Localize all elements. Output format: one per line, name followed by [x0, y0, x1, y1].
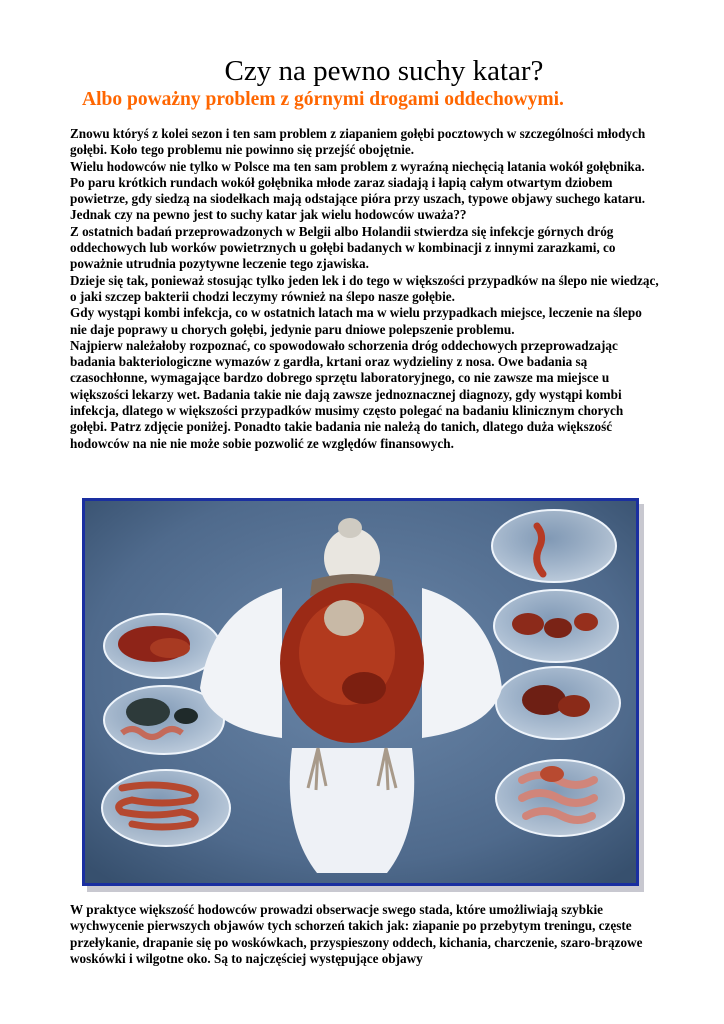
paragraph: W praktyce większość hodowców prowadzi obserwacje swego stada, które umożliwiają szybkie wychwycenie pierwszych objawów tych schorzeń takich jak: ziapanie po przebytym treningu, częste przełykanie, drapanie się po woskówkach, przyspieszony oddech, kichania, charczenie, szaro-brązowe woskówki i wilgotne oko. Są to najczęściej występujące objawy [70, 902, 643, 966]
paragraph: Wielu hodowców nie tylko w Polsce ma ten sam problem z wyraźną niechęcią latania wokół gołębnika. Po paru krótkich rundach wokół gołębnika młode zaraz siadają i łapią całym otwartym dziobem powietrze, gdy siedzą na siodełkach mają odstające pióra przy uszach, typowe objawy suchego kataru. Jednak czy na pewno jest to suchy katar jak wielu hodowców uważa?? [70, 158, 646, 223]
dissection-photo [82, 498, 639, 886]
petri-dish [102, 770, 230, 846]
paragraph: Znowu któryś z kolei sezon i ten sam problem z ziapaniem gołębi pocztowych w szczególności młodych gołębi. Koło tego problemu nie powinno się przejść obojętnie. [70, 126, 646, 158]
dissection-illustration [82, 498, 639, 886]
page-title: Czy na pewno suchy katar? [224, 55, 544, 87]
petri-dish [494, 590, 618, 662]
petri-dish [104, 614, 220, 678]
paragraph: Gdy wystąpi kombi infekcja, co w ostatnich latach ma w wielu przypadkach miejsce, leczenie na ślepo nie daje poprawy u chorych gołębi, jedynie paru dniowe polepszenie problemu. [70, 305, 642, 337]
page-subtitle: Albo poważny problem z górnymi drogami oddechowymi. [82, 89, 564, 110]
petri-dish [496, 667, 620, 739]
article-body [70, 126, 660, 452]
paragraph: Dzieje się tak, ponieważ stosując tylko jeden lek i do tego w większości przypadków na ślepo nie wiedząc, o jaki szczep bakterii chodzi leczymy również na ślepo nasze gołębie. [70, 272, 659, 304]
paragraph: Z ostatnich badań przeprowadzonych w Belgii albo Holandii stwierdza się infekcje górnych dróg oddechowych lub worków powietrznych u gołębi badanych w kombinacji z innymi zarazkami, co poważnie utrudnia pozytywne leczenie tego zjawiska. [70, 223, 616, 272]
article-continuation [70, 902, 660, 967]
petri-dish [492, 510, 616, 582]
petri-dish [496, 760, 624, 836]
paragraph: Najpierw należałoby rozpoznać, co spowodowało schorzenia dróg oddechowych przeprowadzając badania bakteriologiczne wymazów z gardła, krtani oraz wydzieliny z nosa. Owe badania są czasochłonne, wymagające bardzo dobrego sprzętu laboratoryjnego, co nie zawsze ma miejsce u większości lekarzy wet. Badania takie nie dają zawsze jednoznacznej diagnozy, gdy wystąpi kombi infekcja, dlatego w większości przypadków musimy często polegać na badaniu klinicznym chorych gołębi. Patrz zdjęcie poniżej. Ponadto takie badania nie należą do tanich, dlatego duża większość hodowców na nie nie może sobie pozwolić ze względów finansowych. [70, 337, 624, 451]
